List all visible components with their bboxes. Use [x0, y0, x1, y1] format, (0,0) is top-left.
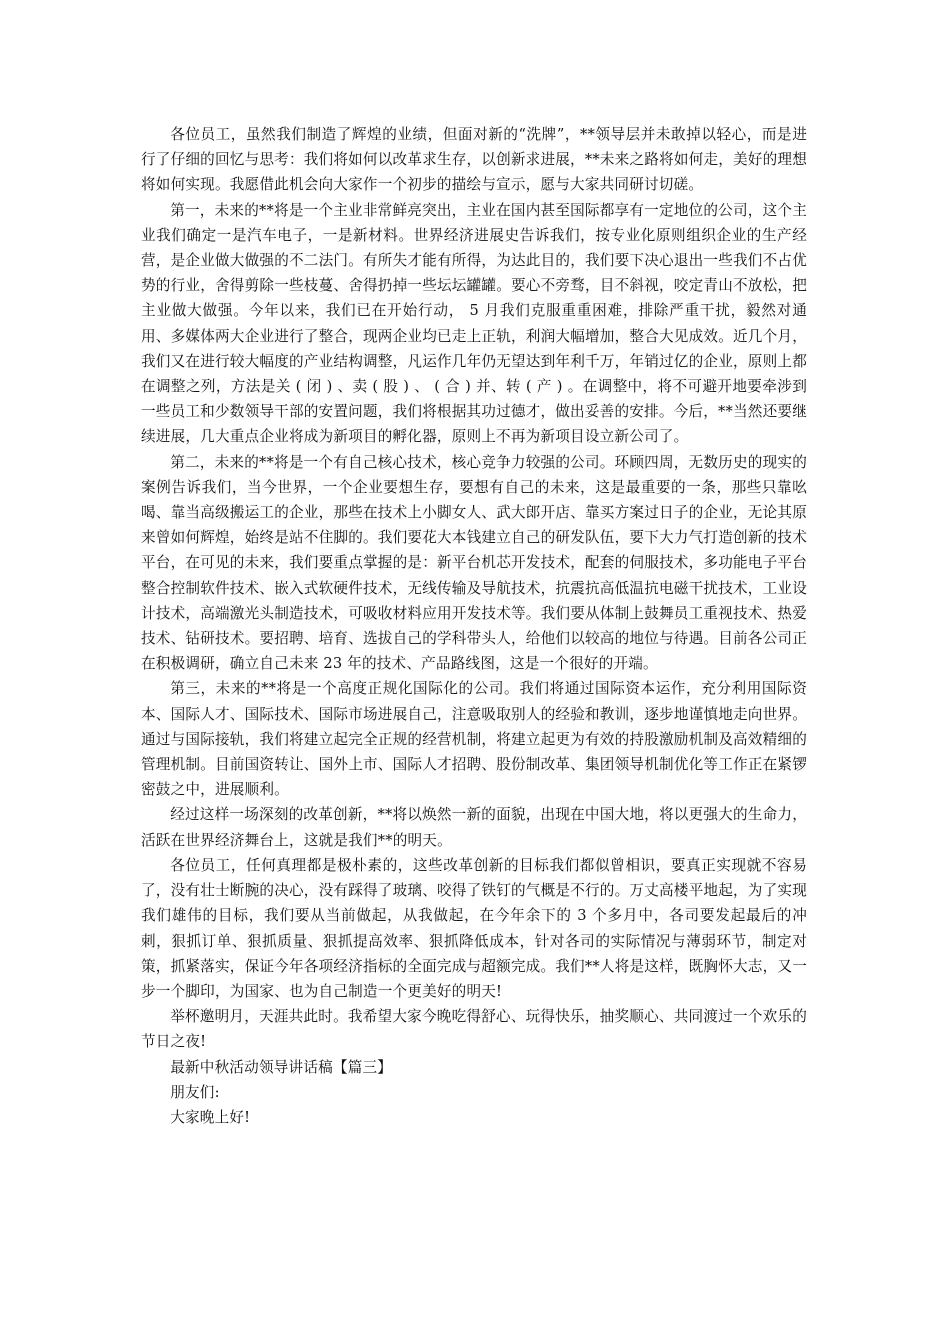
paragraph-third-point: 第三，未来的**将是一个高度正规化国际化的公司。我们将通过国际资本运作，充分利用国际资本、国际人才、国际技术、国际市场进展自己，注意吸取别人的经验和教训，逐步地谨慎地走向世界。通过与国际接轨，我们将建立起完全正规的经营机制，将建立起更为有效的持股激励机制及高效精细的管理机制。目前国资转让、国外上市、国际人才招聘、股份制改革、集团领导机制优化等工作正在紧锣密鼓之中，进展顺利。 [141, 680, 807, 799]
greeting: 大家晚上好! [170, 1108, 251, 1126]
paragraph-first-point: 第一，未来的**将是一个主业非常鲜亮突出，主业在国内甚至国际都享有一定地位的公司，这个主业我们确定一是汽车电子，一是新材料。世界经济进展史告诉我们，按专业化原则组织企业的生产经营，是企业做大做强的不二法门。有所失才能有所得，为达此目的，我们要下决心退出一些我们不占优势的行业，舍得剪除一些枝蔓、舍得扔掉一些坛坛罐罐。要心不旁骛，目不斜视，咬定青山不放松，把主业做大做强。今年以来，我们已在开始行动， 5 月我们克服重重困难，排除严重干扰，毅然对通用、多媒体两大企业进行了整合，现两企业均已走上正轨，利润大幅增加，整合大见成效。近几个月，我们又在进行较大幅度的产业结构调整，凡运作几年仍无望达到年利千万，年销过亿的企业，原则上都在调整之列，方法是关 ( 闭 ) 、卖 ( 股 ) 、 ( 合 ) 并、转 ( 产 ) 。在调整中，将不可避开地要牵涉到一些员工和少数领导干部的安置问题，我们将根据其功过德才，做出妥善的安排。今后，**当然还要继续进展，几大重点企业将成为新项目的孵化器，原则上不再为新项目设立新公司了。 [141, 201, 807, 446]
paragraph-toast: 举杯邀明月，天涯共此时。我希望大家今晚吃得舒心、玩得快乐，抽奖顺心、共同渡过一个欢乐的节日之夜! [141, 1008, 807, 1051]
paragraph-intro: 各位员工，虽然我们制造了辉煌的业绩，但面对新的“洗牌”，**领导层并未敢掉以轻心，而是进行了仔细的回忆与思考：我们将如何以改革求生存，以创新求进展，**未来之路将如何走，美好的理想将如何实现。我愿借此机会向大家作一个初步的描绘与宣示，愿与大家共同研讨切磋。 [141, 126, 807, 194]
section-heading: 最新中秋活动领导讲话稿【篇三】 [170, 1058, 393, 1076]
document-page [141, 122, 807, 1130]
salutation: 朋友们: [170, 1083, 220, 1101]
paragraph-second-point: 第二，未来的**将是一个有自己核心技术，核心竞争力较强的公司。环顾四周，无数历史的现实的案例告诉我们，当今世界，一个企业要想生存，要想有自己的未来，这是最重要的一条，那些只靠吆喝、靠当高级搬运工的企业，那些在技术上小脚女人、武大郎开店、靠买方案过日子的企业，无论其原来曾如何辉煌，始终是站不住脚的。我们要花大本钱建立自己的研发队伍，要下大力气打造创新的技术平台，在可见的未来，我们要重点掌握的是：新平台机芯开发技术，配套的伺服技术，多功能电子平台整合控制软件技术、嵌入式软硬件技术，无线传输及导航技术，抗震抗高低温抗电磁干扰技术，工业设计技术，高端激光头制造技术，可吸收材料应用开发技术等。我们要从体制上鼓舞员工重视技术、热爱技术、钻研技术。要招聘、培育、选拔自己的学科带头人，给他们以较高的地位与待遇。目前各公司正在积极调研，确立自己未来 23 年的技术、产品路线图，这是一个很好的开端。 [141, 453, 807, 673]
paragraph-summary: 经过这样一场深刻的改革创新，**将以焕然一新的面貌，出现在中国大地，将以更强大的生命力，活跃在世界经济舞台上，这就是我们**的明天。 [141, 806, 807, 849]
paragraph-call-to-action: 各位员工，任何真理都是极朴素的，这些改革创新的目标我们都似曾相识，要真正实现就不容易了，没有壮士断腕的决心，没有踩得了玻璃、咬得了铁钉的气概是不行的。万丈高楼平地起，为了实现我们雄伟的目标，我们要从当前做起，从我做起，在今年余下的 3 个多月中，各司要发起最后的冲刺，狠抓订单、狠抓质量、狠抓提高效率、狠抓降低成本，针对各司的实际情况与薄弱环节，制定对策，抓紧落实，保证今年各项经济指标的全面完成与超额完成。我们**人将是这样，既胸怀大志，又一步一个脚印，为国家、也为自己制造一个更美好的明天! [141, 856, 807, 1000]
